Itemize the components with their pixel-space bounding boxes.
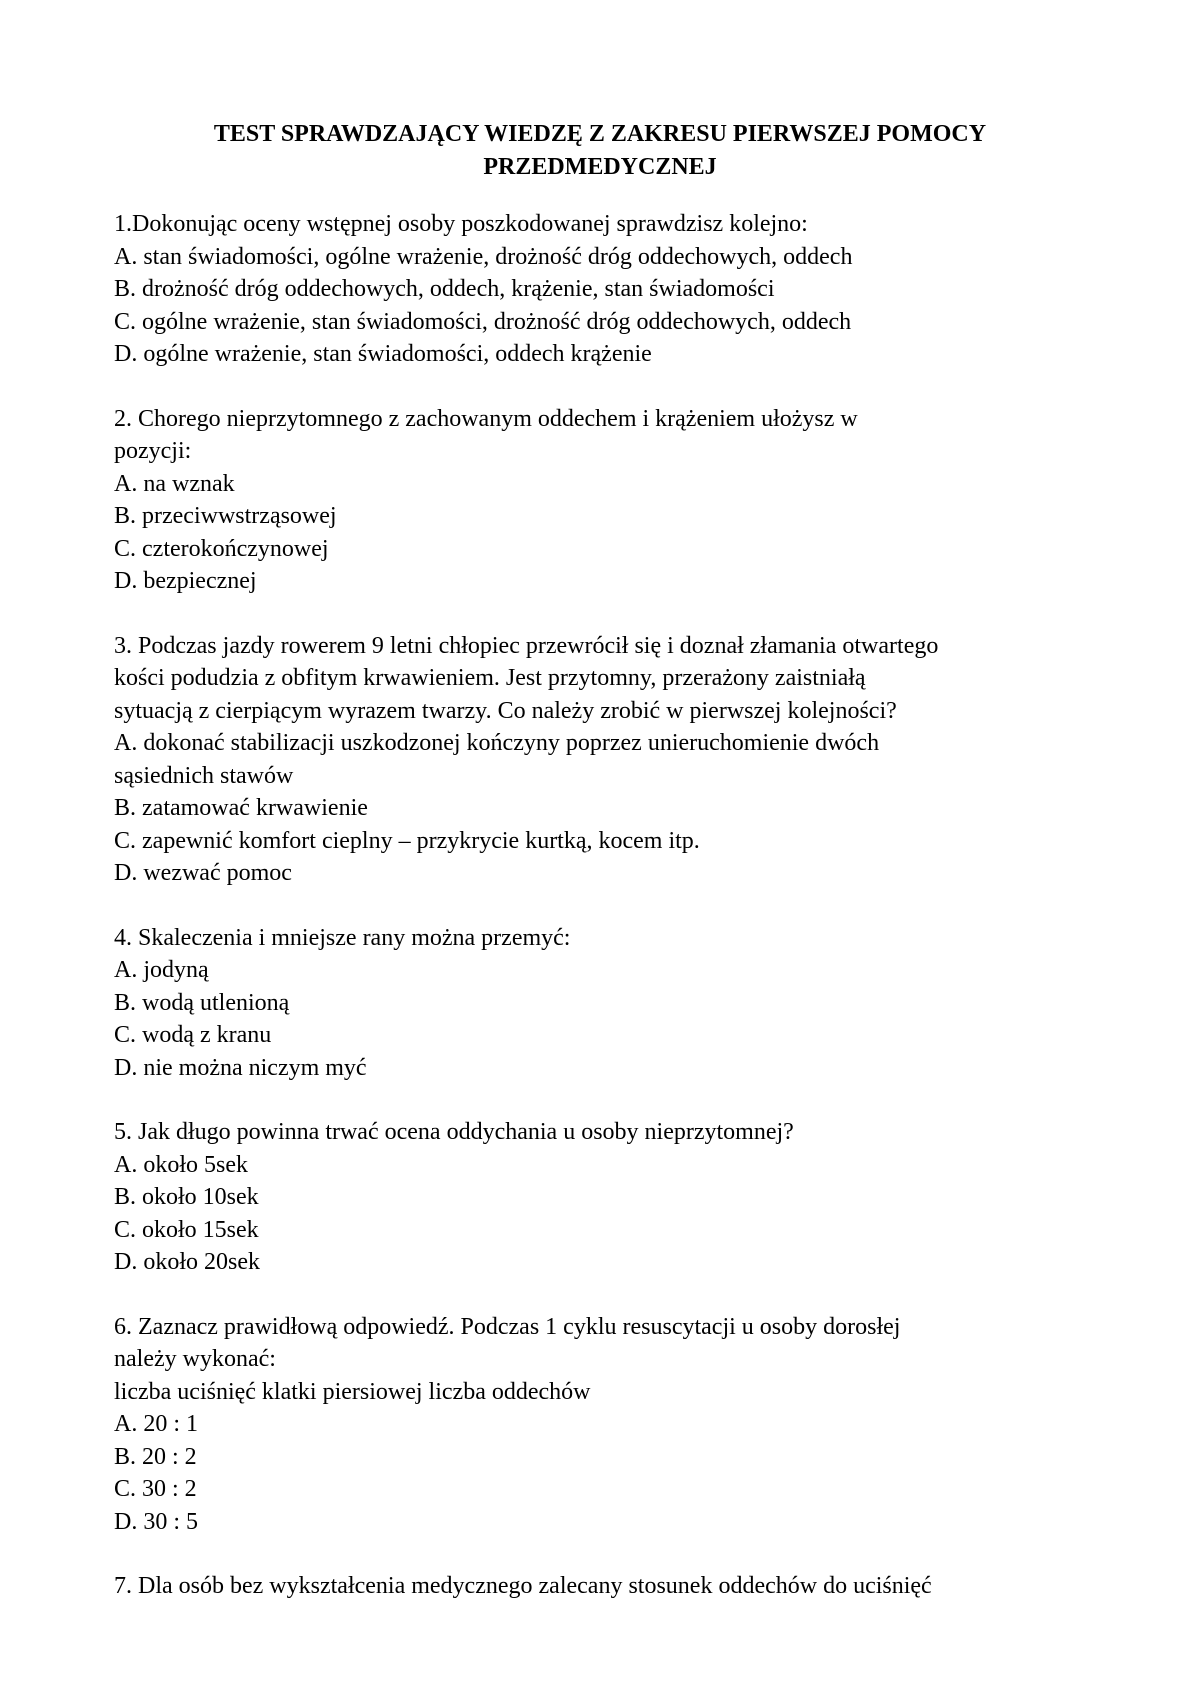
answer-option: D. nie można niczym myć: [114, 1054, 367, 1081]
answer-option: C. 30 : 2: [114, 1476, 197, 1502]
question-4: [114, 922, 1114, 1085]
answer-option: C. wodą z kranu: [114, 1022, 272, 1048]
question-text: sytuacją z cierpiącym wyrazem twarzy. Co należy zrobić w pierwszej kolejności?: [114, 697, 897, 724]
answer-option: B. wodą utlenioną: [114, 989, 290, 1016]
question-3: [114, 630, 1114, 890]
question-text: 6. Zaznacz prawidłową odpowiedź. Podczas 1 cyklu resuscytacji u osoby dorosłej: [114, 1313, 901, 1340]
question-6: [114, 1311, 1114, 1539]
answer-option: D. wezwać pomoc: [114, 860, 292, 886]
answer-option: B. drożność dróg oddechowych, oddech, krążenie, stan świadomości: [114, 276, 775, 302]
answer-option: B. około 10sek: [114, 1184, 259, 1210]
question-text: 5. Jak długo powinna trwać ocena oddychania u osoby nieprzytomnej?: [114, 1119, 794, 1145]
answer-option: B. przeciwwstrząsowej: [114, 503, 337, 529]
answer-option: B. zatamować krwawienie: [114, 795, 368, 821]
question-1: [114, 208, 1114, 371]
answer-option: D. 30 : 5: [114, 1508, 198, 1535]
answer-option: A. na wznak: [114, 470, 235, 497]
question-7: [114, 1570, 1114, 1603]
answer-option: B. 20 : 2: [114, 1443, 197, 1470]
answer-option: C. ogólne wrażenie, stan świadomości, drożność dróg oddechowych, oddech: [114, 308, 852, 335]
answer-option: C. czterokończynowej: [114, 535, 329, 562]
question-text: pozycji:: [114, 438, 192, 464]
answer-option: C. około 15sek: [114, 1216, 259, 1243]
question-2: [114, 403, 1114, 598]
answer-option: C. zapewnić komfort cieplny – przykrycie kurtką, kocem itp.: [114, 827, 700, 854]
question-text: liczba uciśnięć klatki piersiowej liczba oddechów: [114, 1378, 591, 1405]
title-line-2: PRZEDMEDYCZNEJ: [483, 154, 717, 180]
question-text: 3. Podczas jazdy rowerem 9 letni chłopiec przewrócił się i doznał złamania otwartego: [114, 632, 939, 659]
title-line-1: TEST SPRAWDZAJĄCY WIEDZĘ Z ZAKRESU PIERWSZEJ POMOCY: [213, 121, 987, 147]
answer-option-continuation: sąsiednich stawów: [114, 762, 294, 789]
question-text: należy wykonać:: [114, 1346, 276, 1372]
answer-option: D. ogólne wrażenie, stan świadomości, oddech krążenie: [114, 341, 652, 367]
question-5: [114, 1116, 1114, 1279]
question-list: [114, 208, 1114, 1603]
answer-option: A. jodyną: [114, 957, 209, 983]
document-title: [0, 118, 1200, 184]
question-text: 4. Skaleczenia i mniejsze rany można przemyć:: [114, 924, 571, 951]
answer-option: D. około 20sek: [114, 1249, 260, 1275]
answer-option: A. dokonać stabilizacji uszkodzonej kończyny poprzez unieruchomienie dwóch: [114, 730, 880, 756]
question-text: 2. Chorego nieprzytomnego z zachowanym oddechem i krążeniem ułożysz w: [114, 405, 858, 432]
answer-option: A. około 5sek: [114, 1151, 248, 1178]
question-text: 7. Dla osób bez wykształcenia medycznego zalecany stosunek oddechów do uciśnięć: [114, 1573, 932, 1599]
question-text: 1.Dokonując oceny wstępnej osoby poszkodowanej sprawdzisz kolejno:: [114, 211, 808, 237]
answer-option: D. bezpiecznej: [114, 568, 257, 594]
answer-option: A. 20 : 1: [114, 1411, 198, 1437]
answer-option: A. stan świadomości, ogólne wrażenie, drożność dróg oddechowych, oddech: [114, 243, 853, 270]
question-text: kości podudzia z obfitym krwawieniem. Jest przytomny, przerażony zaistniałą: [114, 665, 866, 691]
